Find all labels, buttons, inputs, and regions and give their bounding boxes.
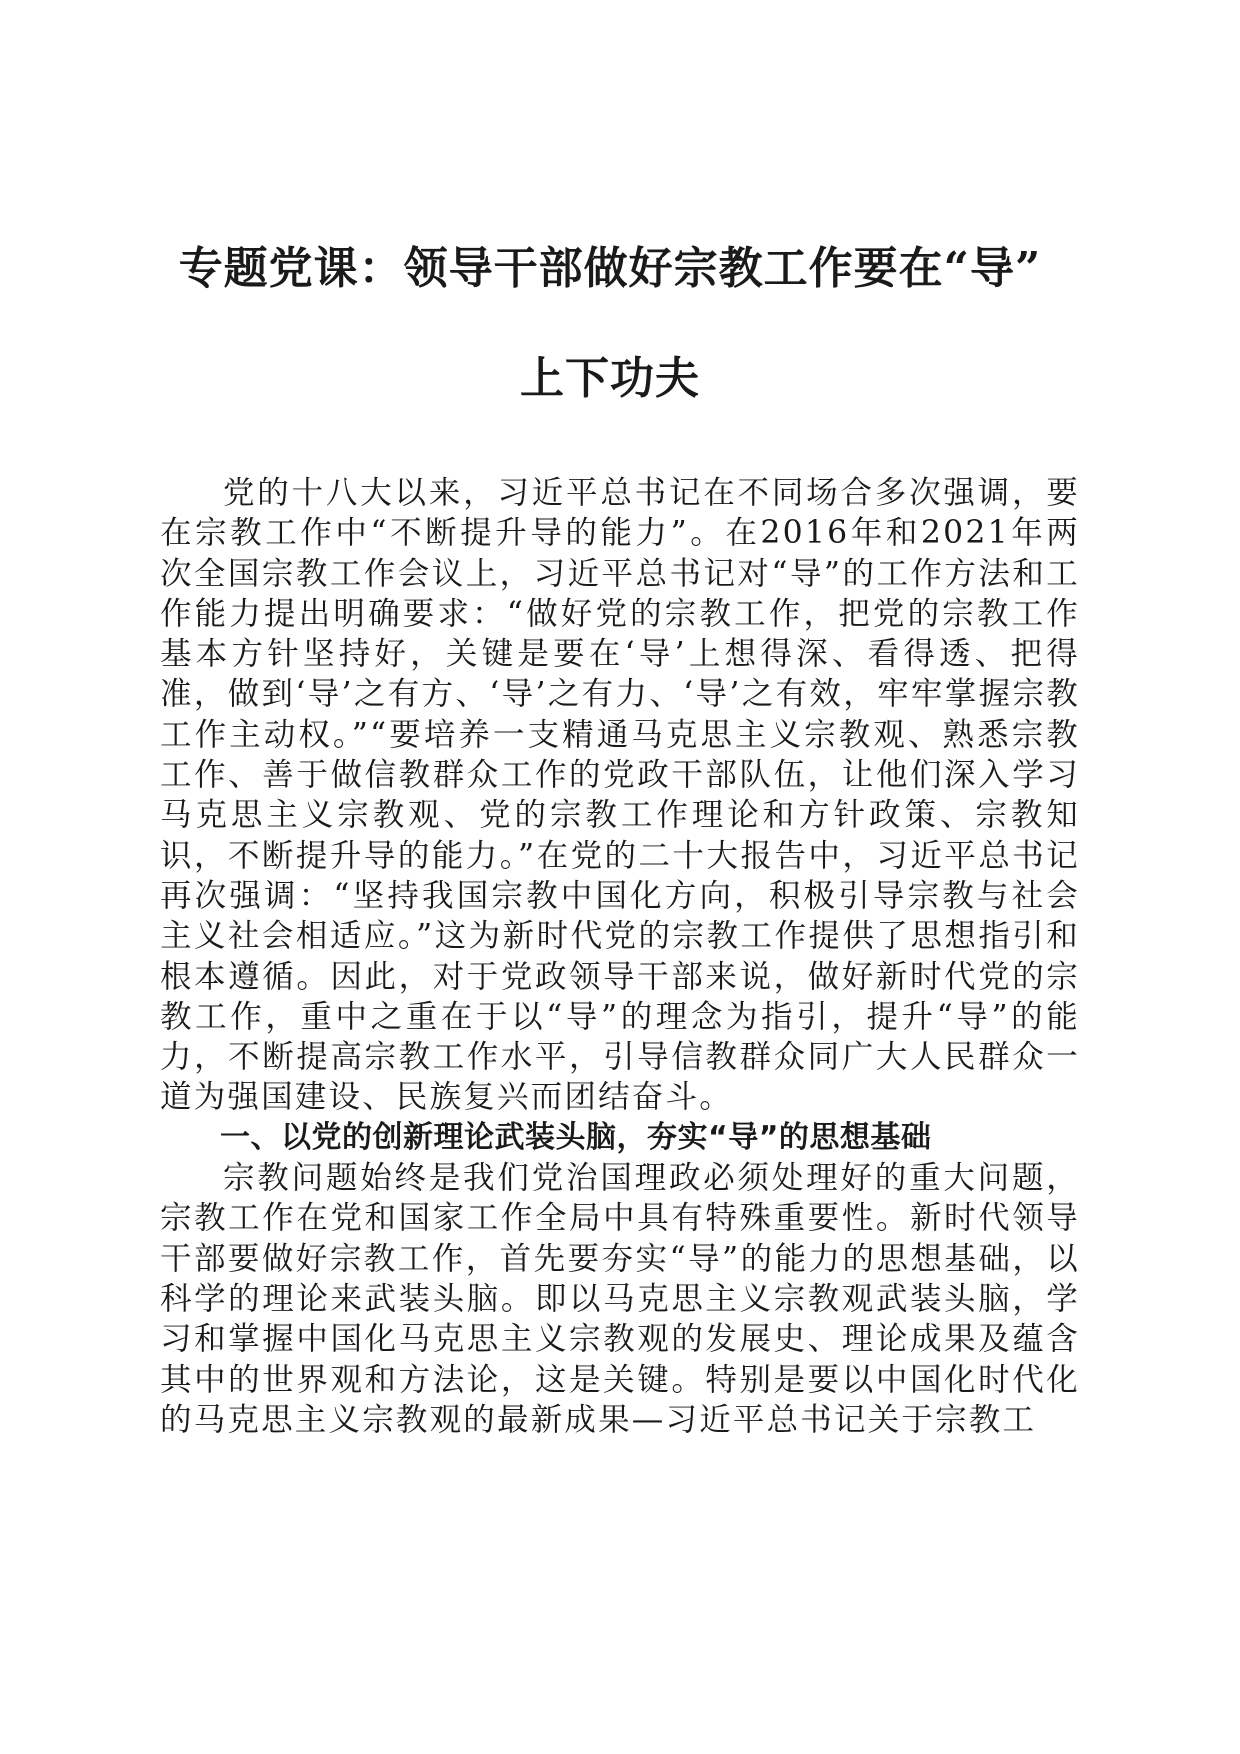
document-title-line-1: 专题党课：领导干部做好宗教工作要在“导” <box>178 243 1042 294</box>
document-body <box>160 473 1080 1440</box>
document-title-line-2: 上下功夫 <box>520 353 700 404</box>
section-heading-1: 一、以党的创新理论武装头脑，夯实“导”的思想基础 <box>220 1119 932 1155</box>
section-1-paragraph: 宗教问题始终是我们党治国理政必须处理好的重大问题，宗教工作在党和国家工作全局中具有特殊重要性。新时代领导干部要做好宗教工作，首先要夯实“导”的能力的思想基础，以科学的理论来武装头脑。即以马克思主义宗教观武装头脑，学习和掌握中国化马克思主义宗教观的发展史、理论成果及蕴含其中的世界观和方法论，这是关键。特别是要以中国化时代化的马克思主义宗教观的最新成果—习近平总书记关于宗教工 <box>160 1160 1080 1438</box>
intro-paragraph: 党的十八大以来，习近平总书记在不同场合多次强调，要在宗教工作中“不断提升导的能力”。在2016年和2021年两次全国宗教工作会议上，习近平总书记对“导”的工作方法和工作能力提出明确要求：“做好党的宗教工作，把党的宗教工作基本方针坚持好，关键是要在‘导’上想得深、看得透、把得准，做到‘导’之有方、‘导’之有力、‘导’之有效，牢牢掌握宗教工作主动权。”“要培养一支精通马克思主义宗教观、熟悉宗教工作、善于做信教群众工作的党政干部队伍，让他们深入学习马克思主义宗教观、党的宗教工作理论和方针政策、宗教知识，不断提升导的能力。”在党的二十大报告中，习近平总书记再次强调：“坚持我国宗教中国化方向，积极引导宗教与社会主义社会相适应。”这为新时代党的宗教工作提供了思想指引和根本遵循。因此，对于党政领导干部来说，做好新时代党的宗教工作，重中之重在于以“导”的理念为指引，提升“导”的能力，不断提高宗教工作水平，引导信教群众同广大人民群众一道为强国建设、民族复兴而团结奋斗。 <box>160 475 1080 1116</box>
